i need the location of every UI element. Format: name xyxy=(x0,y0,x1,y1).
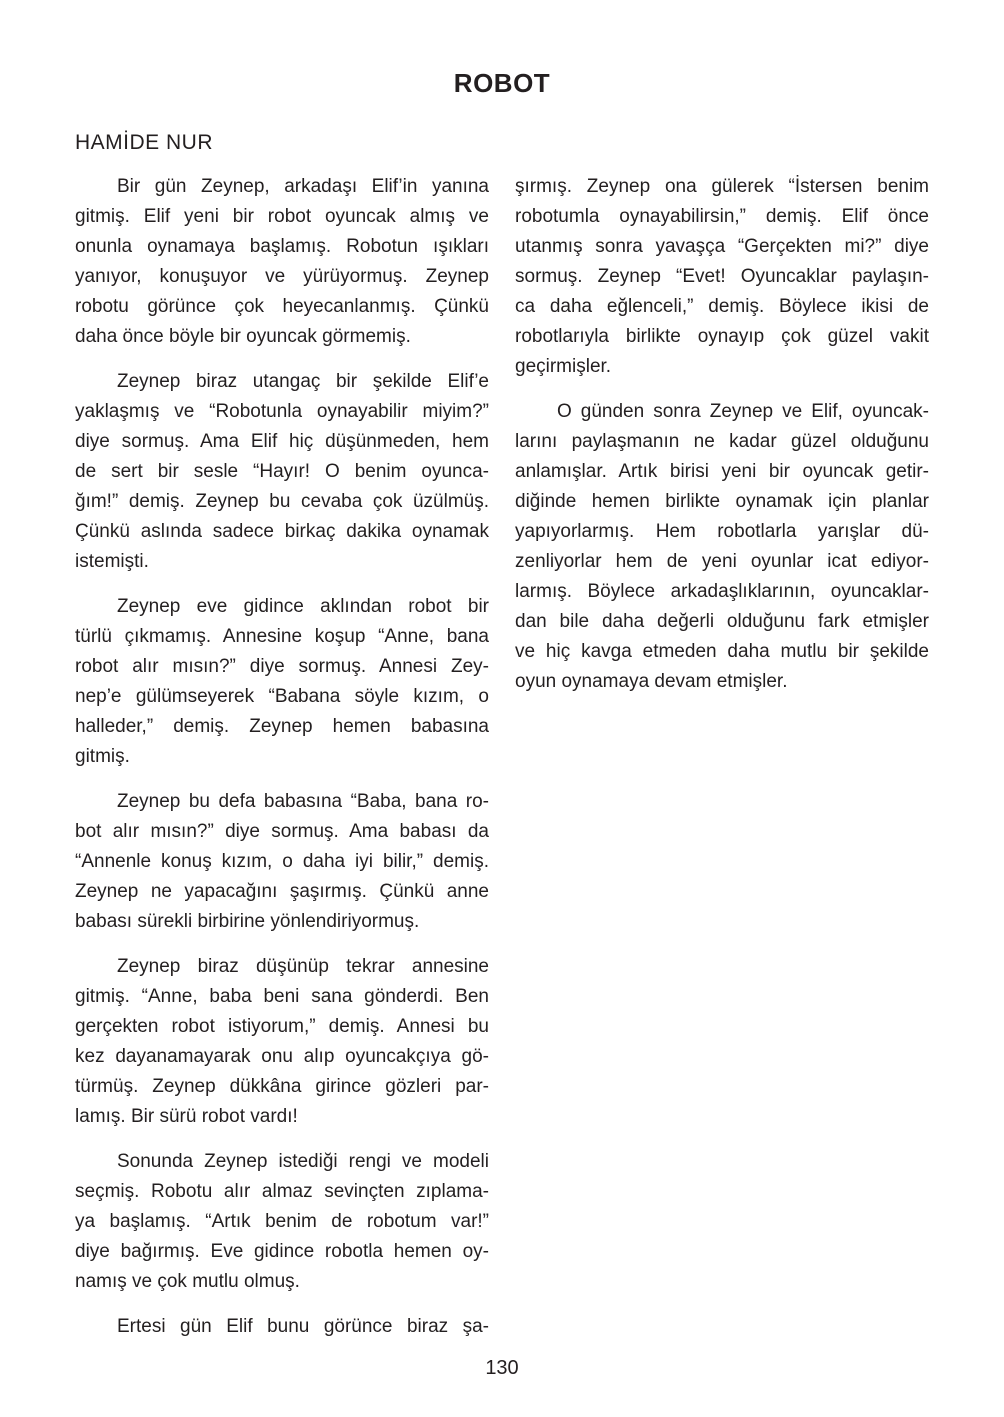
text-line: larını paylaşmanın ne kadar güzel olduğunu xyxy=(515,431,929,452)
text-line: yaklaşmış ve “Robotunla oynayabilir miyim?” xyxy=(75,401,489,422)
text-line: kez dayanamayarak onu alıp oyuncakçıya gö- xyxy=(75,1046,489,1067)
text-line: O günden sonra Zeynep ve Elif, oyuncak- xyxy=(557,401,929,422)
text-line: Bir gün Zeynep, arkadaşı Elif’in yanına xyxy=(117,176,489,197)
paragraph xyxy=(75,952,489,1132)
text-line: Zeynep biraz düşünüp tekrar annesine xyxy=(117,956,489,977)
paragraph xyxy=(75,787,489,937)
text-line: robotu görünce çok heyecanlanmış. Çünkü xyxy=(75,296,489,317)
text-line: seçmiş. Robotu alır almaz sevinçten zıplama- xyxy=(75,1181,489,1202)
text-line: robotlarıyla birlikte oynayıp çok güzel vakit xyxy=(515,326,929,347)
text-line: Çünkü aslında sadece birkaç dakika oynamak xyxy=(75,521,489,542)
text-line: halleder,” demiş. Zeynep hemen babasına xyxy=(75,716,489,737)
text-line: Sonunda Zeynep istediği rengi ve modeli xyxy=(117,1151,489,1172)
text-line: onunla oynamaya başlamış. Robotun ışıkları xyxy=(75,236,489,257)
text-line: anlamışlar. Artık birisi yeni bir oyuncak getir- xyxy=(515,461,929,482)
page-number: 130 xyxy=(485,1357,519,1379)
text-line: gitmiş. xyxy=(75,746,130,767)
text-line: gitmiş. Elif yeni bir robot oyuncak almış ve xyxy=(75,206,489,227)
text-line: gitmiş. “Anne, baba beni sana gönderdi. Ben xyxy=(75,986,489,1007)
text-line: diye sormuş. Ama Elif hiç düşünmeden, hem xyxy=(75,431,489,452)
paragraph xyxy=(75,1312,489,1342)
text-line: larmış. Böylece arkadaşlıklarının, oyuncaklar- xyxy=(515,581,929,602)
text-line: geçirmişler. xyxy=(515,356,612,377)
text-line: robot alır mısın?” diye sormuş. Annesi Zey- xyxy=(75,656,489,677)
text-line: robotumla oynayabilirsin,” demiş. Elif önce xyxy=(515,206,929,227)
text-line: Zeynep eve gidince aklından robot bir xyxy=(117,596,489,617)
text-line: yapıyorlarmış. Hem robotlarla yarışlar dü- xyxy=(515,521,929,542)
text-line: zenliyorlar hem de yeni oyunlar icat ediyor- xyxy=(515,551,929,572)
text-line: türlü çıkmamış. Annesine koşup “Anne, bana xyxy=(75,626,489,647)
text-line: bot alır mısın?” diye sormuş. Ama babası da xyxy=(75,821,489,842)
text-line: daha önce böyle bir oyuncak görmemiş. xyxy=(75,326,411,347)
paragraph xyxy=(75,367,489,577)
right-column xyxy=(515,172,929,1357)
text-line: Ertesi gün Elif bunu görünce biraz şa- xyxy=(117,1316,489,1337)
text-line: gerçekten robot istiyorum,” demiş. Annesi bu xyxy=(75,1016,489,1037)
left-column xyxy=(75,172,489,1357)
text-line: “Annenle konuş kızım, o daha iyi bilir,” demiş. xyxy=(75,851,489,872)
text-line: ğım!” demiş. Zeynep bu cevaba çok üzülmüş. xyxy=(75,491,489,512)
text-line: ya başlamış. “Artık benim de robotum var!” xyxy=(75,1211,489,1232)
text-line: dan bile daha değerli olduğunu fark etmişler xyxy=(515,611,929,632)
text-line: yanıyor, konuşuyor ve yürüyormuş. Zeynep xyxy=(75,266,489,287)
text-line: türmüş. Zeynep dükkâna girince gözleri par- xyxy=(75,1076,489,1097)
text-line: şırmış. Zeynep ona gülerek “İstersen benim xyxy=(515,176,929,197)
text-line: utanmış sonra yavaşça “Gerçekten mi?” diye xyxy=(515,236,929,257)
text-line: istemişti. xyxy=(75,551,149,572)
text-line: diğinde hemen birlikte oynamak için planlar xyxy=(515,491,929,512)
paragraph xyxy=(75,1147,489,1297)
text-line: nep’e gülümseyerek “Babana söyle kızım, o xyxy=(75,686,489,707)
text-line: diye bağırmış. Eve gidince robotla hemen oy- xyxy=(75,1241,489,1262)
text-line: sormuş. Zeynep “Evet! Oyuncaklar paylaşın- xyxy=(515,266,929,287)
text-line: oyun oynamaya devam etmişler. xyxy=(515,671,788,692)
text-line: namış ve çok mutlu olmuş. xyxy=(75,1271,300,1292)
text-line: Zeynep bu defa babasına “Baba, bana ro- xyxy=(117,791,489,812)
text-line: de sert bir sesle “Hayır! O benim oyunca- xyxy=(75,461,489,482)
paragraph xyxy=(75,592,489,772)
text-line: lamış. Bir sürü robot vardı! xyxy=(75,1106,298,1127)
paragraph xyxy=(515,172,929,382)
text-line: Zeynep biraz utangaç bir şekilde Elif’e xyxy=(117,371,489,392)
page-title: ROBOT xyxy=(453,68,551,98)
text-line: ve hiç kavga etmeden daha mutlu bir şekilde xyxy=(515,641,929,662)
text-columns xyxy=(75,172,929,1357)
text-line: babası sürekli birbirine yönlendiriyormuş. xyxy=(75,911,420,932)
text-line: Zeynep ne yapacağını şaşırmış. Çünkü anne xyxy=(75,881,489,902)
author-name: HAMİDE NUR xyxy=(75,131,214,154)
text-line: ca daha eğlenceli,” demiş. Böylece ikisi de xyxy=(515,296,929,317)
paragraph xyxy=(75,172,489,352)
paragraph xyxy=(515,397,929,697)
